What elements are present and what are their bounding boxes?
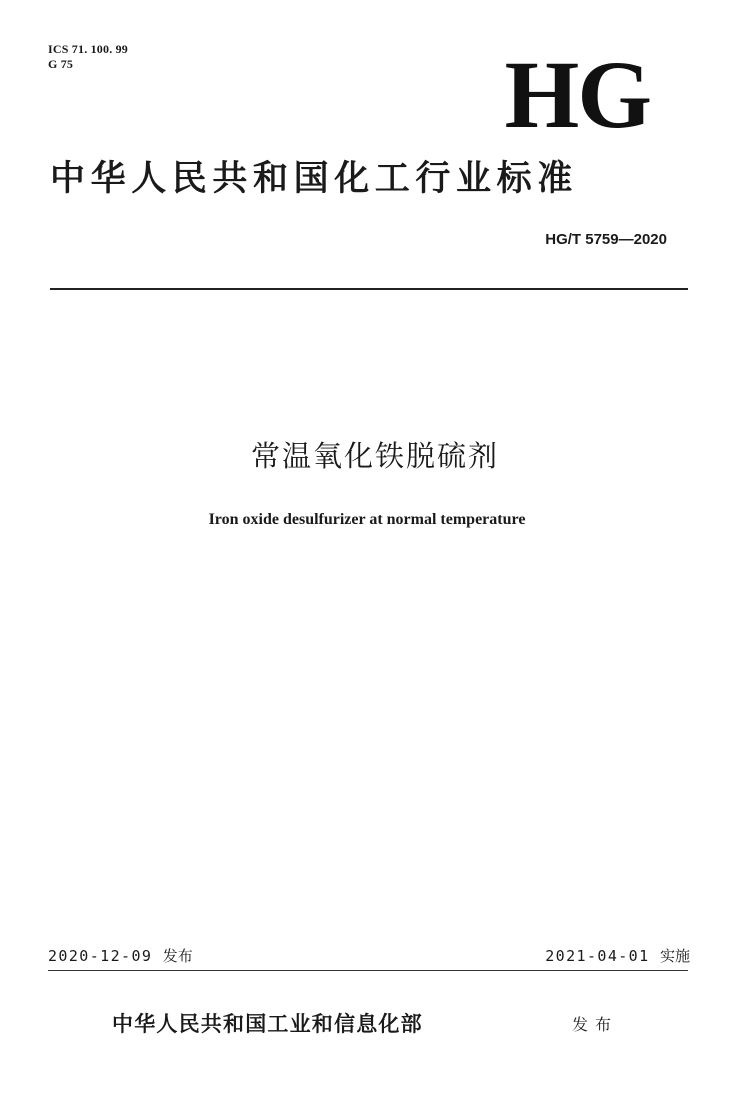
implement-date-line — [545, 945, 690, 967]
implement-label: 实施 — [659, 947, 690, 965]
ccs-code: G 75 — [48, 57, 74, 71]
document-title-en: Iron oxide desulfurizer at normal temperature — [208, 511, 526, 528]
ics-code: ICS 71. 100. 99 — [48, 42, 129, 56]
issued-label: 发布 — [572, 1015, 619, 1034]
issuing-authority: 中华人民共和国工业和信息化部 — [112, 1011, 423, 1036]
publish-date: 2020-12-09 — [48, 947, 153, 965]
top-divider — [50, 288, 688, 290]
bottom-divider — [48, 970, 688, 971]
publish-label: 发布 — [162, 947, 193, 965]
implement-date: 2021-04-01 — [545, 947, 650, 965]
standard-number: HG/T 5759—2020 — [545, 231, 667, 248]
document-title-cn: 常温氧化铁脱硫剂 — [250, 439, 499, 473]
classification-codes — [48, 42, 128, 72]
hg-logo: HG — [504, 41, 650, 148]
publish-date-line — [48, 945, 193, 967]
standard-category-title: 中华人民共和国化工行业标准 — [50, 158, 578, 199]
